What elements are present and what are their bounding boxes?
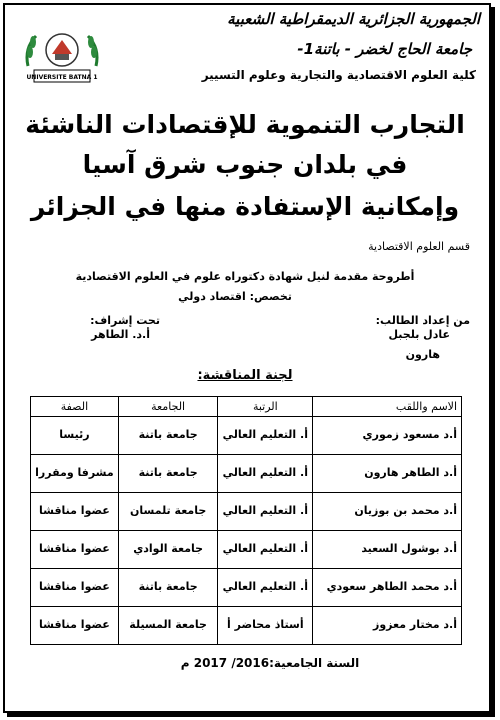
university-logo: [20, 26, 104, 94]
header-role: الصفة: [31, 397, 119, 417]
table-row: [31, 493, 462, 531]
supervisor-name-continued: هارون: [405, 348, 440, 361]
member-university: جامعة الوادي: [118, 531, 218, 569]
table-row: [31, 417, 462, 455]
header-name: الاسم واللقب: [313, 397, 462, 417]
table-row: [31, 569, 462, 607]
academic-year: السنة الجامعية:2016/ 2017 م: [180, 656, 360, 670]
committee-title: لجنة المناقشة:: [197, 368, 293, 383]
republic-heading: الجمهورية الجزائرية الديمقراطية الشعبية: [227, 10, 480, 28]
member-university: جامعة المسيلة: [118, 607, 218, 645]
supervisor-label: تحت إشراف:: [90, 314, 160, 327]
member-name: أ.د مسعود زموري: [313, 417, 462, 455]
member-university: جامعة باتنة: [118, 455, 218, 493]
member-name: أ.د الطاهر هارون: [313, 455, 462, 493]
member-rank: أ. التعليم العالي: [218, 417, 313, 455]
faculty-name: كلية العلوم الاقتصادية والتجارية وعلوم التسيير: [201, 68, 476, 82]
member-rank: أ. التعليم العالي: [218, 493, 313, 531]
member-role: عضوا مناقشا: [31, 531, 119, 569]
thesis-title-line-3: وإمكانية الإستفادة منها في الجزائر: [30, 192, 460, 221]
member-role: رئيسا: [31, 417, 119, 455]
thesis-note: أطروحة مقدمة لنيل شهادة دكتوراه علوم في العلوم الاقتصادية: [75, 270, 415, 283]
member-university: جامعة باتنة: [118, 569, 218, 607]
member-name: أ.د محمد الطاهر سعودي: [313, 569, 462, 607]
member-rank: أ. التعليم العالي: [218, 569, 313, 607]
university-name: جامعة الحاج لخضر - باتنة1-: [297, 40, 472, 58]
specialty: تخصص: اقتصاد دولي: [178, 290, 292, 303]
jury-table: [30, 396, 462, 645]
member-name: أ.د مختار معزوز: [313, 607, 462, 645]
table-row: [31, 531, 462, 569]
header-rank: الرتبة: [218, 397, 313, 417]
jury-header-row: [31, 397, 462, 417]
member-rank: أستاذ محاضر أ: [218, 607, 313, 645]
member-university: جامعة تلمسان: [118, 493, 218, 531]
thesis-title-line-1: التجارب التنموية للإقتصادات الناشئة: [25, 110, 465, 139]
table-row: [31, 607, 462, 645]
member-rank: أ. التعليم العالي: [218, 531, 313, 569]
member-university: جامعة باتنة: [118, 417, 218, 455]
student-label: من إعداد الطالب:: [375, 314, 470, 327]
member-rank: أ. التعليم العالي: [218, 455, 313, 493]
thesis-title-line-2: في بلدان جنوب شرق آسيا: [82, 150, 408, 179]
member-role: عضوا مناقشا: [31, 607, 119, 645]
member-role: عضوا مناقشا: [31, 569, 119, 607]
member-role: عضوا مناقشا: [31, 493, 119, 531]
supervisor-name: أ.د. الطاهر: [91, 328, 150, 341]
member-name: أ.د بوشول السعيد: [313, 531, 462, 569]
header-university: الجامعة: [118, 397, 218, 417]
student-name: عادل بلجبل: [388, 328, 450, 341]
logo-caption: UNIVERSITE BATNA 1: [26, 74, 98, 81]
department-name: قسم العلوم الاقتصادية: [368, 240, 470, 253]
member-name: أ.د محمد بن بوزيان: [313, 493, 462, 531]
table-row: [31, 455, 462, 493]
member-role: مشرفا ومقررا: [31, 455, 119, 493]
